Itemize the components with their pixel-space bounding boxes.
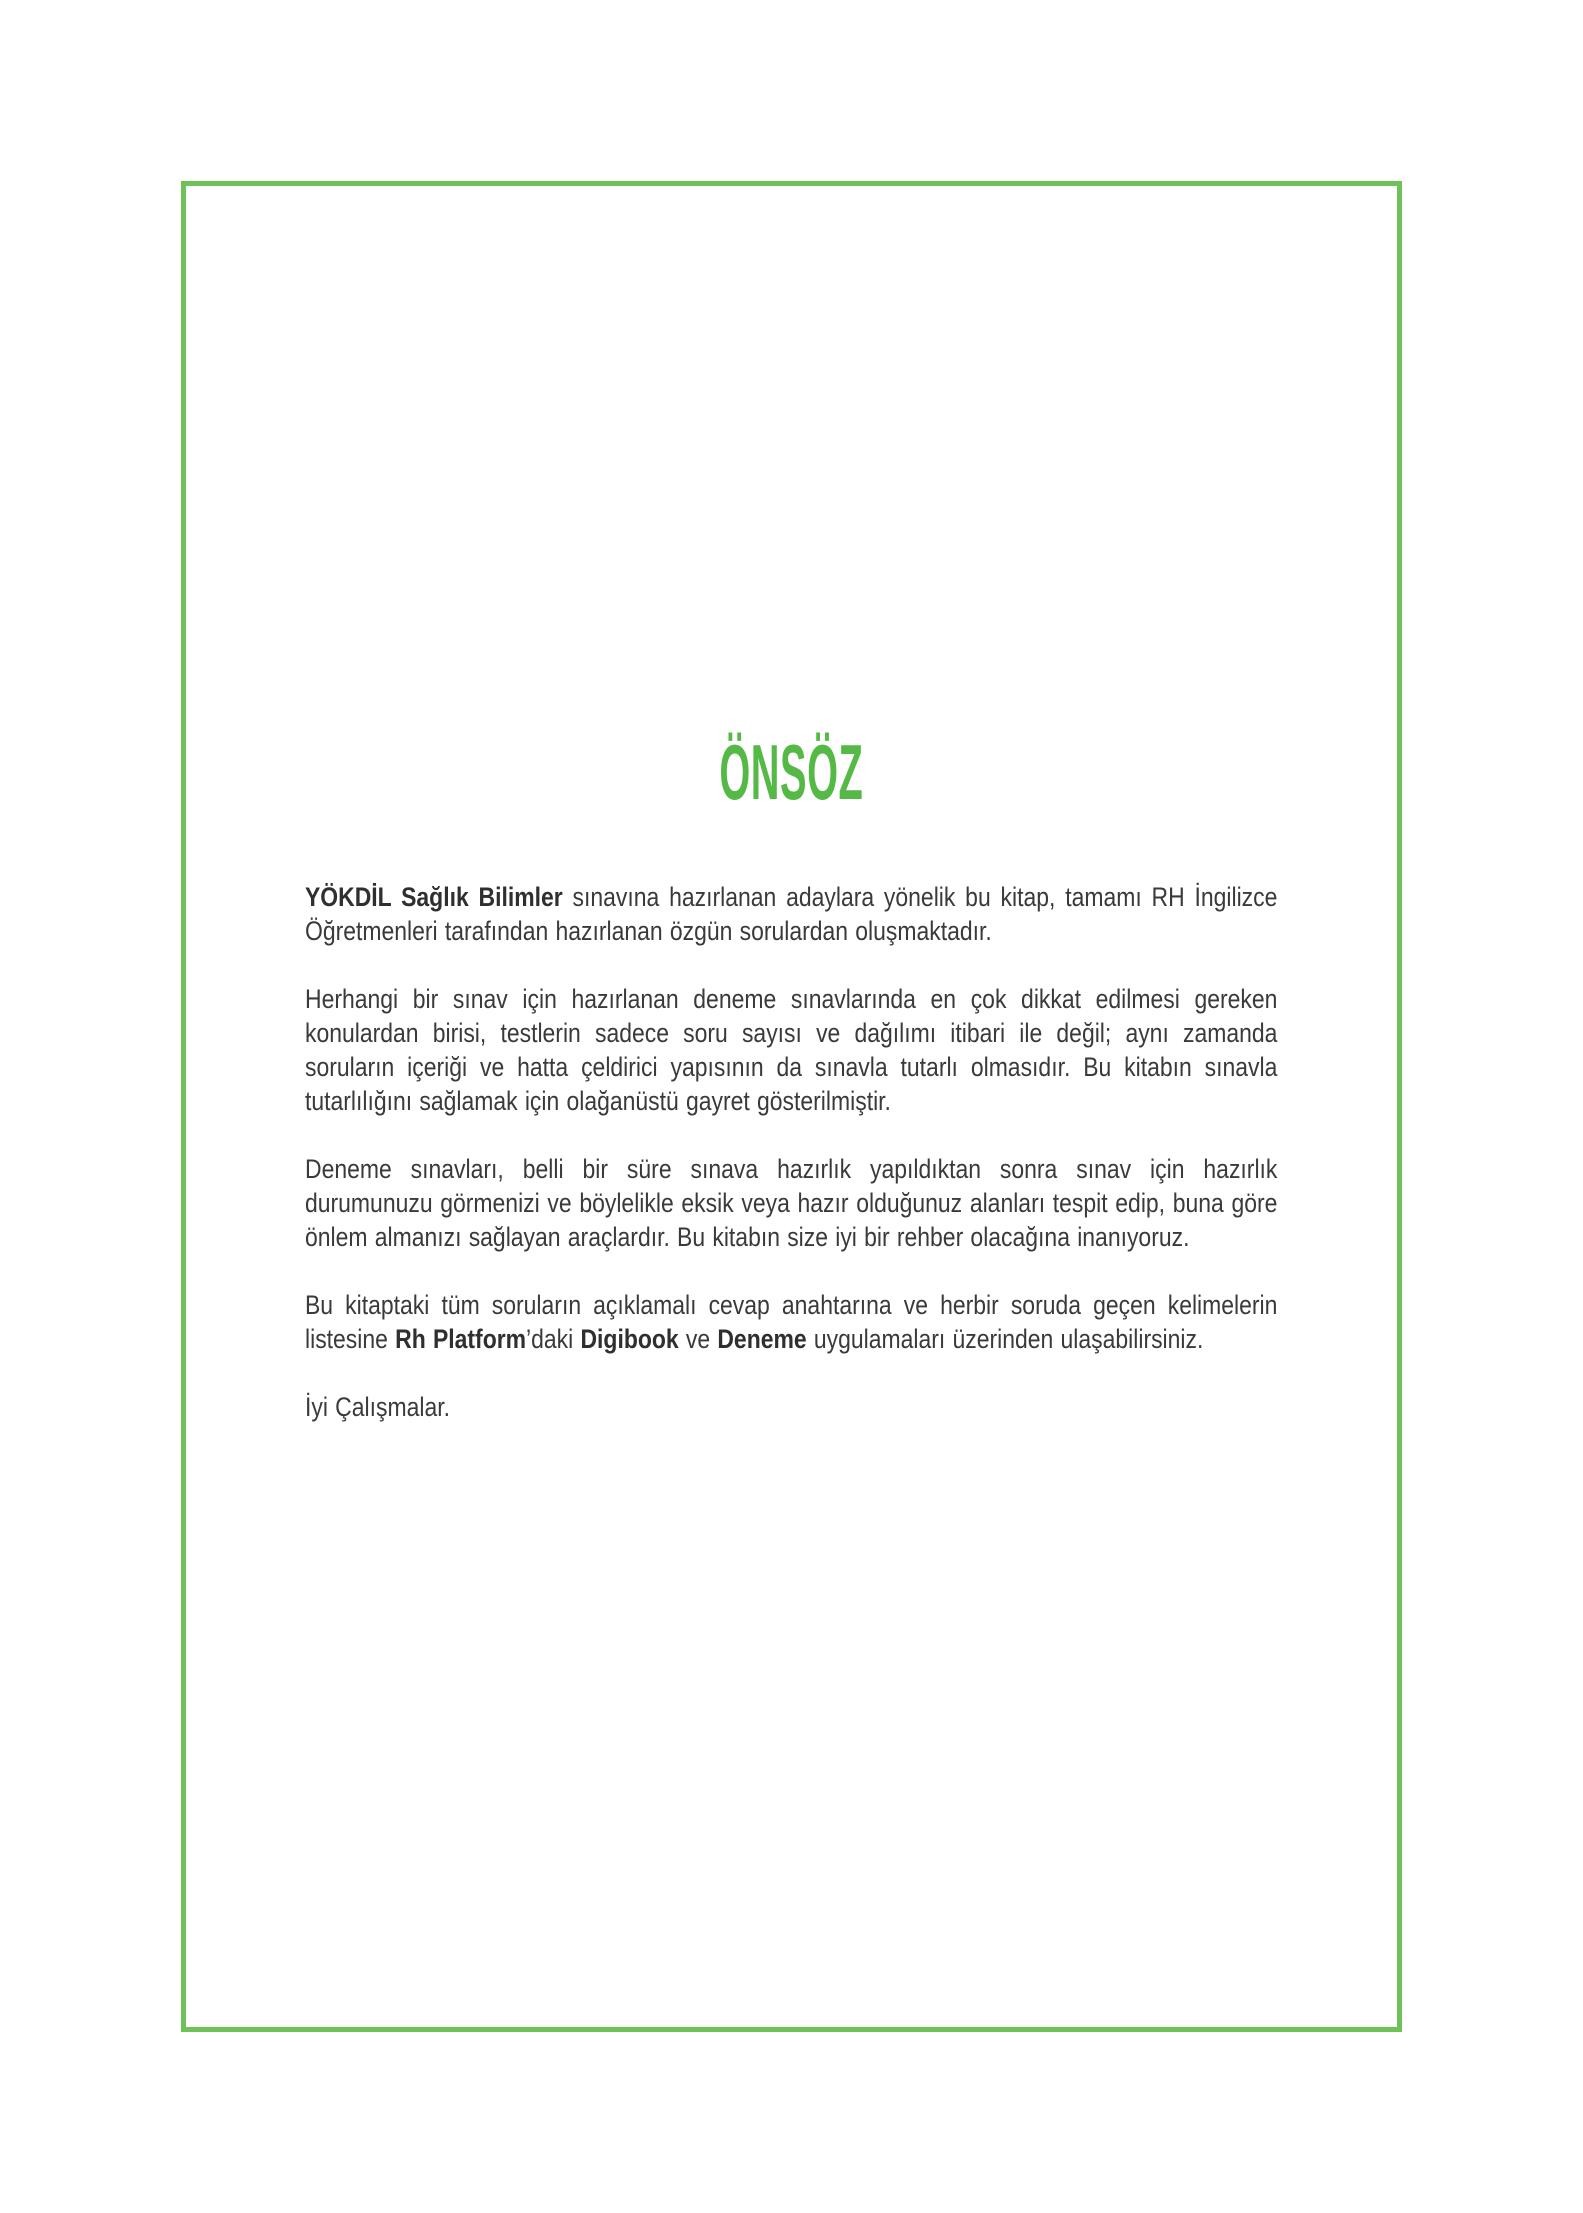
page-title: ÖNSÖZ (719, 728, 864, 816)
preface-paragraph-4: Bu kitaptaki tüm soruların açıklamalı cevap anahtarına ve herbir soruda geçen kelimelerin listesine Rh Platform’daki Digibook ve Deneme uygulamaları üzerinden ulaşabilirsiniz. (305, 1290, 1278, 1354)
closing-line: İyi Çalışmalar. (305, 1392, 450, 1422)
preface-content (305, 728, 1278, 1424)
preface-paragraph-2: Herhangi bir sınav için hazırlanan deneme sınavlarında en çok dikkat edilmesi gereken konulardan birisi, testlerin sadece soru sayısı ve dağılımı itibari ile değil; aynı zamanda soruların içeriği ve hatta çeldirici yapısının da sınavla tutarlı olmasıdır. Bu kitabın sınavla tutarlılığını sağlamak için olağanüstü gayret gösterilmiştir. (305, 984, 1278, 1116)
preface-paragraph-1: YÖKDİL Sağlık Bilimler sınavına hazırlanan adaylara yönelik bu kitap, tamamı RH İngilizce Öğretmenleri tarafından hazırlanan özgün sorulardan oluşmaktadır. (305, 882, 1278, 946)
page-title-row (305, 728, 1277, 816)
preface-paragraph-3: Deneme sınavları, belli bir süre sınava hazırlık yapıldıktan sonra sınav için hazırlık durumunuzu görmenizi ve böylelikle eksik veya hazır olduğunuz alanları tespit edip, buna göre önlem almanızı sağlayan araçlardır. Bu kitabın size iyi bir rehber olacağına inanıyoruz. (305, 1154, 1278, 1252)
condensed-text-block (305, 728, 1278, 1424)
